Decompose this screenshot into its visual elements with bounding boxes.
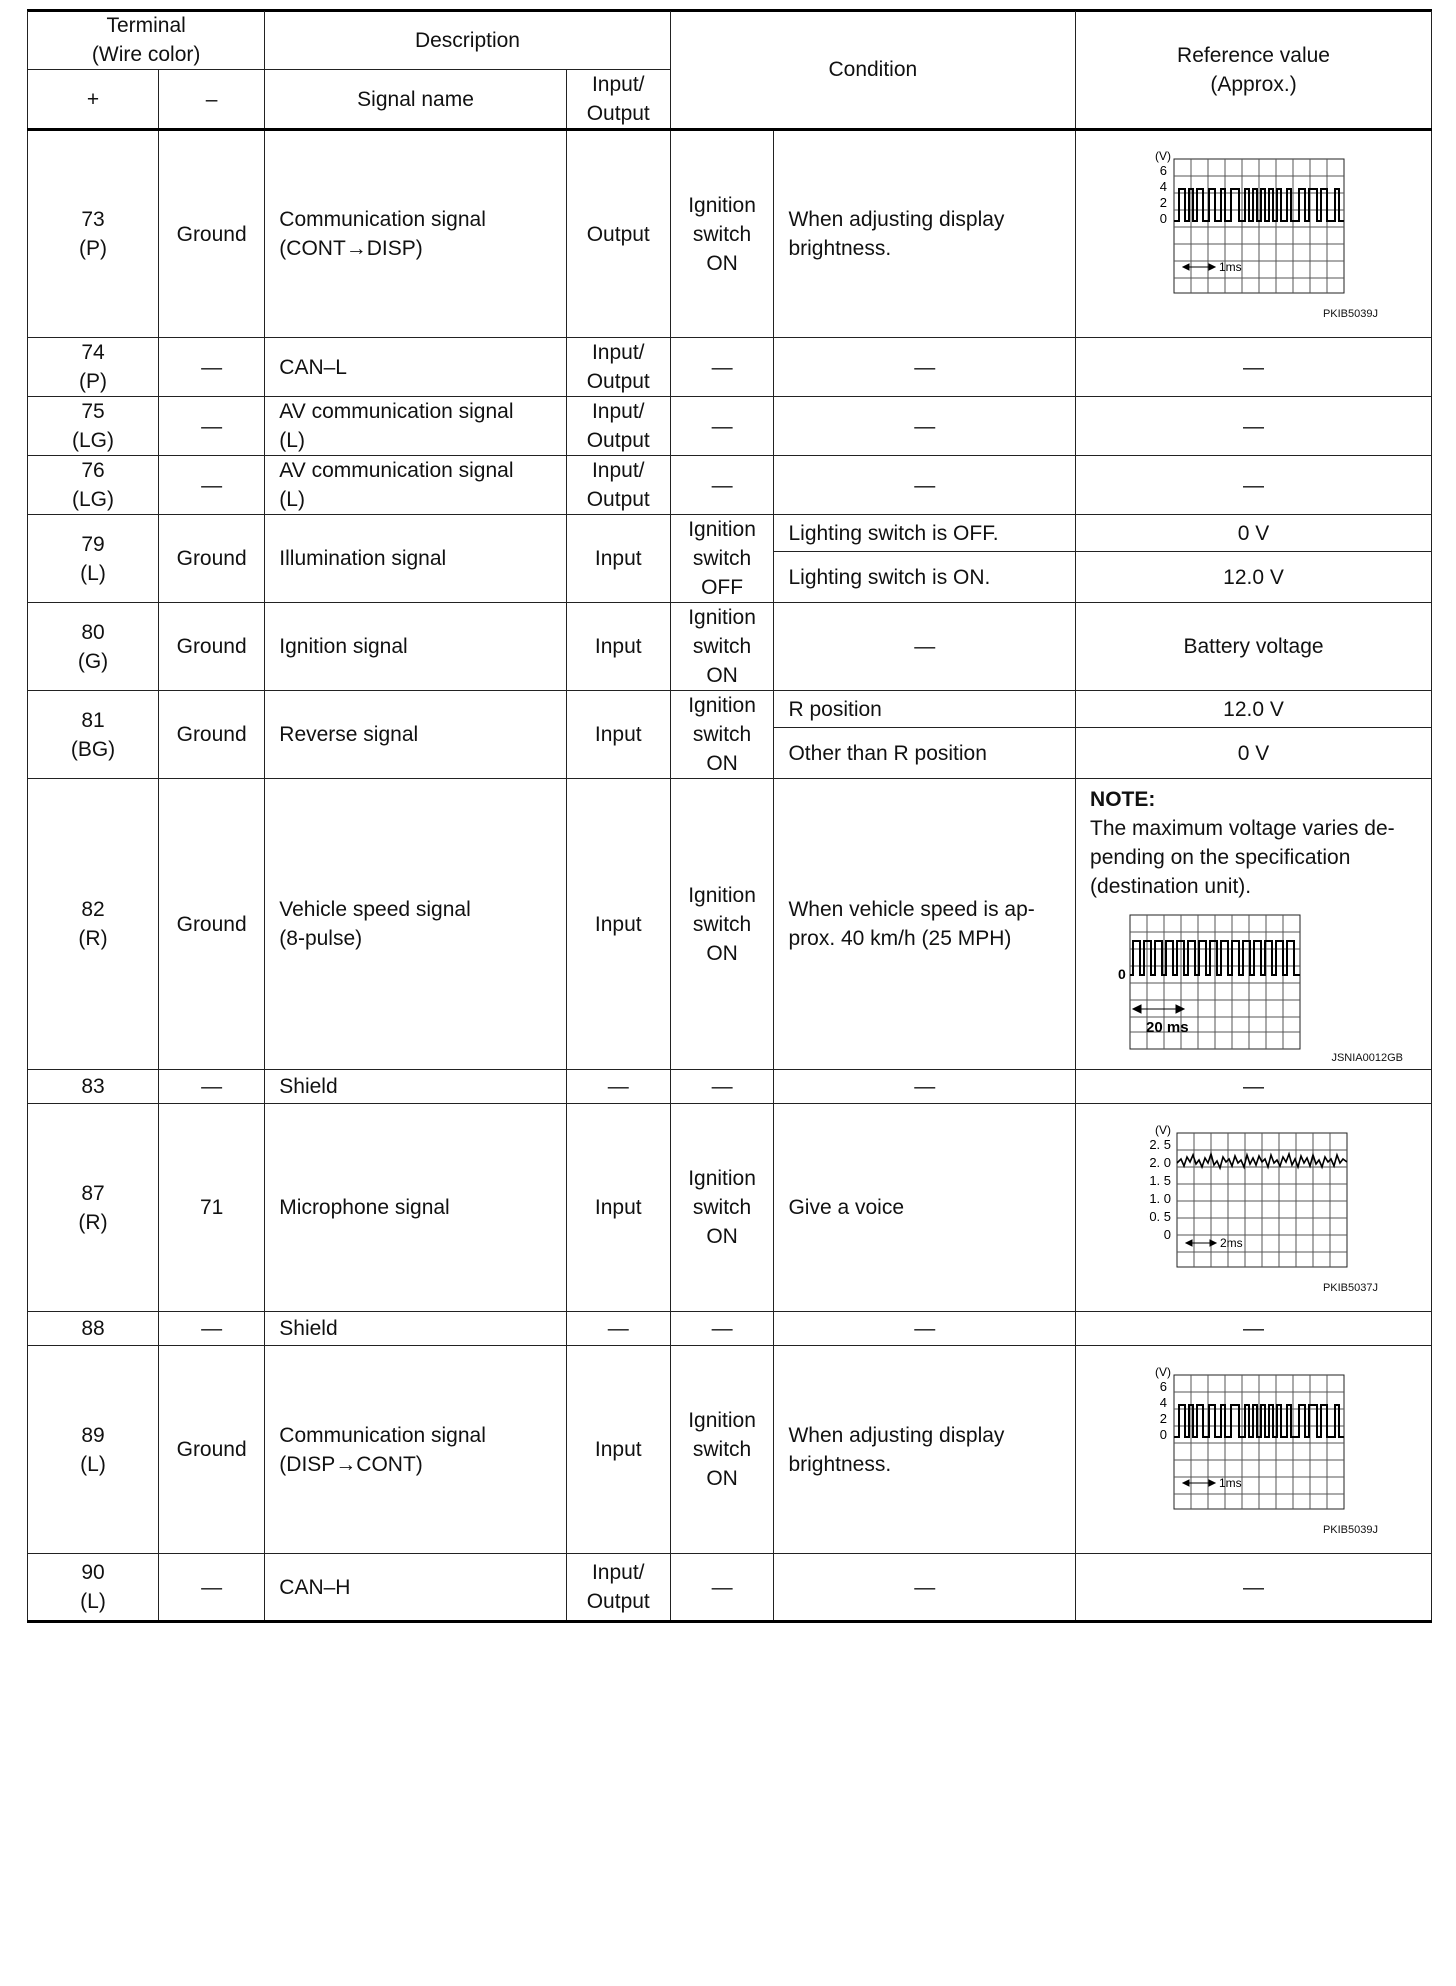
description-header: Description xyxy=(265,11,670,70)
signal-name: Illumination signal xyxy=(265,515,567,603)
input-output: Input/ Output xyxy=(566,338,670,397)
y-tick-label: 2. 0 xyxy=(1148,1154,1171,1170)
io-header: Input/ Output xyxy=(566,70,670,130)
terminal-plus: 90 (L) xyxy=(28,1554,159,1622)
waveform-grid xyxy=(1174,1375,1344,1509)
time-scale-label: 20 ms xyxy=(1146,1019,1189,1036)
terminal-minus: Ground xyxy=(159,691,265,779)
terminal-plus: 75 (LG) xyxy=(28,397,159,456)
vehicle-speed-waveform-figure xyxy=(1114,909,1314,1051)
reference-value: Battery voltage xyxy=(1076,603,1432,691)
input-output: Input/ Output xyxy=(566,397,670,456)
input-output: Output xyxy=(566,130,670,338)
terminal-plus: 80 (G) xyxy=(28,603,159,691)
ignition-state: — xyxy=(670,1070,774,1104)
y-tick-label: 0 xyxy=(1159,211,1167,226)
zero-label: 0 xyxy=(1118,966,1126,982)
table-row xyxy=(28,1070,1432,1104)
y-tick-label: 2. 5 xyxy=(1148,1136,1171,1152)
time-scale-label: 1ms xyxy=(1218,260,1242,274)
terminal-minus: — xyxy=(159,397,265,456)
table-row xyxy=(28,397,1432,456)
terminal-plus: 81 (BG) xyxy=(28,691,159,779)
y-tick-label: 1. 5 xyxy=(1148,1172,1171,1188)
input-output: Input xyxy=(566,1104,670,1312)
table-row xyxy=(28,515,1432,552)
terminal-plus: 76 (LG) xyxy=(28,456,159,515)
ignition-state: Ignition switch ON xyxy=(670,130,774,338)
y-tick-label: 0 xyxy=(1163,1226,1171,1242)
reference-value xyxy=(1076,779,1432,1070)
ignition-state: Ignition switch OFF xyxy=(670,515,774,603)
condition: — xyxy=(774,603,1076,691)
figure-id: PKIB5037J xyxy=(1322,1281,1378,1294)
input-output: — xyxy=(566,1312,670,1346)
signal-name: Shield xyxy=(265,1312,567,1346)
terminal-minus: — xyxy=(159,338,265,397)
input-output: Input xyxy=(566,691,670,779)
reference-value: — xyxy=(1076,338,1432,397)
input-output: Input xyxy=(566,779,670,1070)
signal-name: CAN–L xyxy=(265,338,567,397)
input-output: Input xyxy=(566,603,670,691)
signal-name: Ignition signal xyxy=(265,603,567,691)
time-scale-label: 1ms xyxy=(1218,1475,1242,1490)
condition: Lighting switch is ON. xyxy=(774,552,1076,603)
terminal-plus: 87 (R) xyxy=(28,1104,159,1312)
plus-header: + xyxy=(28,70,159,130)
reference-value: — xyxy=(1076,456,1432,515)
ignition-state: Ignition switch ON xyxy=(670,603,774,691)
y-tick-label: 2 xyxy=(1159,195,1167,210)
table-row xyxy=(28,779,1432,1070)
condition: When adjusting display brightness. xyxy=(774,130,1076,338)
terminal-minus: — xyxy=(159,456,265,515)
terminal-plus: 89 (L) xyxy=(28,1346,159,1554)
reference-value xyxy=(1076,130,1432,338)
signal-name: Communication signal (CONT→DISP) xyxy=(265,130,567,338)
condition: When adjusting display brightness. xyxy=(774,1346,1076,1554)
ignition-state: — xyxy=(670,456,774,515)
table-row xyxy=(28,456,1432,515)
signal-name: CAN–H xyxy=(265,1554,567,1622)
condition: — xyxy=(774,1070,1076,1104)
reference-value: 0 V xyxy=(1076,728,1432,779)
terminal-plus: 83 xyxy=(28,1070,159,1104)
time-scale-label: 2ms xyxy=(1219,1235,1243,1250)
table-row xyxy=(28,691,1432,728)
terminal-header: Terminal (Wire color) xyxy=(28,11,265,70)
table-row xyxy=(28,130,1432,338)
table-row xyxy=(28,1554,1432,1622)
input-output: Input/ Output xyxy=(566,1554,670,1622)
signal-name: Communication signal (DISP→CONT) xyxy=(265,1346,567,1554)
y-tick-label: 6 xyxy=(1159,1378,1167,1394)
condition: — xyxy=(774,338,1076,397)
time-scale-arrow xyxy=(1133,1005,1184,1013)
terminal-minus: Ground xyxy=(159,130,265,338)
y-axis-unit: (V) xyxy=(1154,1122,1171,1137)
terminal-minus: — xyxy=(159,1312,265,1346)
condition: R position xyxy=(774,691,1076,728)
signal-name-header: Signal name xyxy=(265,70,567,130)
waveform-grid xyxy=(1174,159,1344,293)
terminal-plus: 79 (L) xyxy=(28,515,159,603)
terminal-plus: 82 (R) xyxy=(28,779,159,1070)
time-scale-arrow xyxy=(1183,1480,1215,1486)
y-axis-unit: (V) xyxy=(1154,1364,1171,1379)
signal-name: AV communication signal (L) xyxy=(265,456,567,515)
note-text: (destination unit). xyxy=(1090,875,1252,898)
terminal-minus: 71 xyxy=(159,1104,265,1312)
condition: Lighting switch is OFF. xyxy=(774,515,1076,552)
table-row xyxy=(28,338,1432,397)
y-tick-label: 6 xyxy=(1159,163,1167,178)
figure-id: JSNIA0012GB xyxy=(1331,1052,1403,1064)
minus-header: – xyxy=(159,70,265,130)
condition: Other than R position xyxy=(774,728,1076,779)
signal-name: AV communication signal (L) xyxy=(265,397,567,456)
y-tick-label: 4 xyxy=(1159,179,1167,194)
condition: Give a voice xyxy=(774,1104,1076,1312)
reference-value xyxy=(1076,1346,1432,1554)
terminal-plus: 74 (P) xyxy=(28,338,159,397)
header-row-1 xyxy=(28,11,1432,70)
reference-value: 12.0 V xyxy=(1076,552,1432,603)
y-tick-label: 2 xyxy=(1159,1410,1167,1426)
terminal-reference-table xyxy=(27,11,1432,1623)
table-row xyxy=(28,1104,1432,1312)
reference-value: — xyxy=(1076,1312,1432,1346)
terminal-plus: 88 xyxy=(28,1312,159,1346)
terminal-minus: — xyxy=(159,1070,265,1104)
y-axis-unit: (V) xyxy=(1154,149,1171,163)
terminal-minus: Ground xyxy=(159,515,265,603)
microphone-waveform-figure xyxy=(1149,1121,1359,1281)
waveform-grid xyxy=(1177,1133,1347,1267)
ignition-state: Ignition switch ON xyxy=(670,779,774,1070)
figure-id: PKIB5039J xyxy=(1322,1523,1378,1536)
condition: — xyxy=(774,1312,1076,1346)
ignition-state: — xyxy=(670,1554,774,1622)
condition: — xyxy=(774,1554,1076,1622)
input-output: Input xyxy=(566,515,670,603)
comm-signal-waveform-figure xyxy=(1149,147,1359,307)
y-tick-label: 0 xyxy=(1159,1426,1167,1442)
signal-name: Reverse signal xyxy=(265,691,567,779)
signal-name: Vehicle speed signal (8-pulse) xyxy=(265,779,567,1070)
y-tick-label: 1. 0 xyxy=(1148,1190,1171,1206)
terminal-minus: Ground xyxy=(159,1346,265,1554)
condition: — xyxy=(774,456,1076,515)
condition-header: Condition xyxy=(670,11,1075,130)
input-output: Input xyxy=(566,1346,670,1554)
y-tick-label: 4 xyxy=(1159,1394,1167,1410)
condition: When vehicle speed is ap- prox. 40 km/h (25 MPH) xyxy=(774,779,1076,1070)
signal-name: Microphone signal xyxy=(265,1104,567,1312)
reference-value: — xyxy=(1076,397,1432,456)
reference-header: Reference value (Approx.) xyxy=(1076,11,1432,130)
signal-name: Shield xyxy=(265,1070,567,1104)
note-title: NOTE: xyxy=(1090,788,1156,811)
y-tick-label: 0. 5 xyxy=(1148,1208,1171,1224)
reference-value: 0 V xyxy=(1076,515,1432,552)
ignition-state: Ignition switch ON xyxy=(670,1104,774,1312)
reference-value: — xyxy=(1076,1070,1432,1104)
figure-id: PKIB5039J xyxy=(1322,308,1378,320)
terminal-minus: — xyxy=(159,1554,265,1622)
reference-value: 12.0 V xyxy=(1076,691,1432,728)
reference-value: — xyxy=(1076,1554,1432,1622)
condition: — xyxy=(774,397,1076,456)
input-output: Input/ Output xyxy=(566,456,670,515)
ignition-state: Ignition switch ON xyxy=(670,691,774,779)
reference-value xyxy=(1076,1104,1432,1312)
terminal-plus: 73 (P) xyxy=(28,130,159,338)
ignition-state: Ignition switch ON xyxy=(670,1346,774,1554)
comm-signal-waveform-figure xyxy=(1149,1363,1359,1523)
terminal-minus: Ground xyxy=(159,603,265,691)
note-text: The maximum voltage varies de- xyxy=(1090,817,1395,840)
table-row xyxy=(28,603,1432,691)
time-scale-arrow xyxy=(1183,264,1215,270)
input-output: — xyxy=(566,1070,670,1104)
time-scale-arrow xyxy=(1186,1240,1216,1246)
note-text: pending on the specification xyxy=(1090,846,1351,869)
table-row xyxy=(28,1346,1432,1554)
table-row xyxy=(28,1312,1432,1346)
ignition-state: — xyxy=(670,1312,774,1346)
ignition-state: — xyxy=(670,338,774,397)
terminal-minus: Ground xyxy=(159,779,265,1070)
ignition-state: — xyxy=(670,397,774,456)
